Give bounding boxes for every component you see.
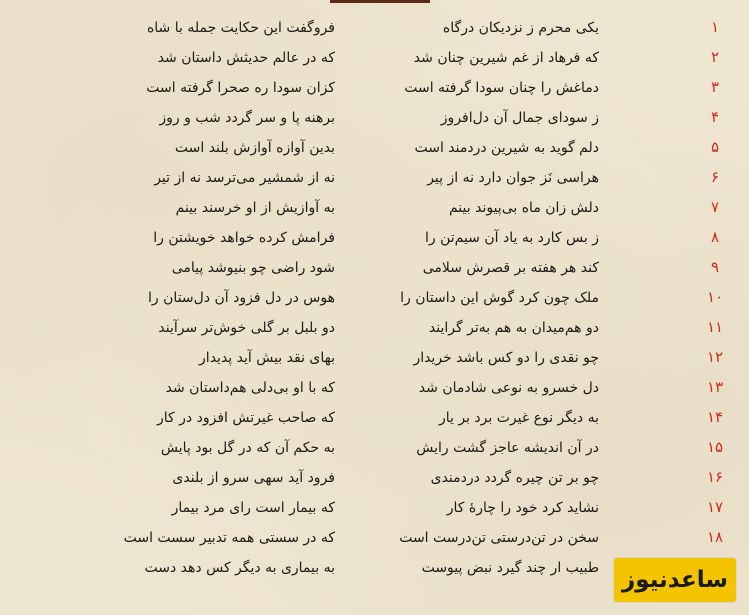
verse-row — [0, 46, 749, 76]
verse-first-hemistich: به دیگر نوع غیرت برد بر یار — [438, 410, 599, 426]
verse-second-hemistich: که صاحب غیرتش افزود در کار — [157, 410, 335, 426]
verse-row — [0, 256, 749, 286]
verse-row — [0, 466, 749, 496]
verse-first-hemistich: دلش زان ماه بی‌پیوند بینم — [448, 200, 599, 216]
verse-number: ۵ — [710, 138, 720, 156]
verse-second-hemistich: نه از شمشیر می‌ترسد نه از تیر — [154, 170, 335, 186]
verse-second-hemistich: که در سستی همه تدبیر سست است — [123, 530, 335, 546]
verse-row — [0, 526, 749, 556]
verse-number: ۶ — [710, 168, 720, 186]
verse-row — [0, 196, 749, 226]
verse-second-hemistich: که در عالم حدیثش داستان شد — [157, 50, 335, 66]
verse-second-hemistich: فرود آید سهی سرو از بلندی — [172, 470, 335, 486]
verse-second-hemistich: دو بلبل بر گلی خوش‌تر سرآیند — [158, 320, 335, 336]
verse-number: ۲ — [710, 48, 720, 66]
verse-number: ۳ — [710, 78, 720, 96]
verse-row — [0, 496, 749, 526]
verse-row — [0, 76, 749, 106]
verse-row — [0, 166, 749, 196]
verse-first-hemistich: کند هر هفته بر قصرش سلامی — [422, 260, 599, 276]
verse-first-hemistich: چو نقدی را دو کس باشد خریدار — [413, 350, 599, 366]
verse-row — [0, 136, 749, 166]
verse-first-hemistich: چو بر تن چیره گردد دردمندی — [430, 470, 599, 486]
verse-second-hemistich: کزان سودا ره صحرا گرفته است — [146, 80, 335, 96]
verse-number: ۱۱ — [706, 318, 724, 336]
verse-second-hemistich: بدین آوازه آوازش بلند است — [174, 140, 335, 156]
verse-first-hemistich: ز بس کارد به یاد آن سیم‌تن را — [424, 230, 599, 246]
verse-first-hemistich: ملک چون کرد گوش این داستان را — [400, 290, 599, 306]
verse-number: ۹ — [710, 258, 720, 276]
verse-number: ۱۳ — [706, 378, 724, 396]
verse-second-hemistich: بهای نقد بیش آید پدیدار — [199, 350, 335, 366]
watermark-logo — [614, 558, 736, 602]
verse-row — [0, 376, 749, 406]
verse-second-hemistich: هوس در دل فزود آن دل‌ستان را — [148, 290, 335, 306]
verse-row — [0, 406, 749, 436]
top-divider-bar — [330, 0, 430, 3]
verse-second-hemistich: برهنه پا و سر گردد شب و روز — [159, 110, 335, 126]
verse-number: ۴ — [710, 108, 720, 126]
verse-first-hemistich: هراسی نَز جوان دارد نه از پیر — [427, 170, 599, 186]
verse-second-hemistich: به بیماری به دیگر کس دهد دست — [144, 560, 335, 576]
verse-number: ۱۰ — [706, 288, 724, 306]
verse-number: ۱۶ — [706, 468, 724, 486]
verse-row — [0, 316, 749, 346]
verse-second-hemistich: که با او بی‌دلی هم‌داستان شد — [165, 380, 335, 396]
verse-number: ۱۴ — [706, 408, 724, 426]
verse-first-hemistich: سخن در تن‌درستی تن‌درست است — [399, 530, 599, 546]
watermark-text: ساعدنیوز — [622, 567, 728, 593]
verse-first-hemistich: دلم گوید به شیرین دردمند است — [414, 140, 599, 156]
verse-second-hemistich: فروگفت این حکایت جمله با شاه — [146, 20, 335, 36]
verse-second-hemistich: به حکم آن که در گل بود پایش — [160, 440, 335, 456]
verse-row — [0, 436, 749, 466]
verse-row — [0, 286, 749, 316]
verse-row — [0, 346, 749, 376]
verse-number: ۷ — [710, 198, 720, 216]
verse-first-hemistich: طبیب ار چند گیرد نبض پیوست — [421, 560, 599, 576]
verse-number: ۱۸ — [706, 528, 724, 546]
verse-first-hemistich: که فرهاد از غم شیرین چنان شد — [413, 50, 599, 66]
verse-first-hemistich: دو هم‌میدان به هم به‌تر گرایند — [428, 320, 599, 336]
verse-first-hemistich: دل خسرو به نوعی شادمان شد — [418, 380, 599, 396]
verse-number: ۱۷ — [706, 498, 724, 516]
verse-first-hemistich: دماغش را چنان سودا گرفته است — [404, 80, 599, 96]
verse-second-hemistich: شود راضی چو بنیوشد پیامی — [171, 260, 335, 276]
verse-row — [0, 106, 749, 136]
verse-row — [0, 16, 749, 46]
verse-number: ۱۲ — [706, 348, 724, 366]
verse-first-hemistich: در آن اندیشه عاجز گشت رایش — [416, 440, 599, 456]
verse-second-hemistich: فرامش کرده خواهد خویشتن را — [153, 230, 335, 246]
verse-number: ۸ — [710, 228, 720, 246]
verse-first-hemistich: یکی محرم ز نزدیکان درگاه — [442, 20, 599, 36]
verse-first-hemistich: نشاید کرد خود را چارهٔ کار — [446, 500, 599, 516]
verse-number: ۱ — [710, 18, 720, 36]
verse-first-hemistich: ز سودای جمال آن دل‌افروز — [440, 110, 599, 126]
poem-table — [0, 16, 749, 586]
verse-second-hemistich: به آوازیش از او خرسند بینم — [175, 200, 335, 216]
verse-row — [0, 226, 749, 256]
verse-number: ۱۵ — [706, 438, 724, 456]
verse-second-hemistich: که بیمار است رای مرد بیمار — [171, 500, 335, 516]
